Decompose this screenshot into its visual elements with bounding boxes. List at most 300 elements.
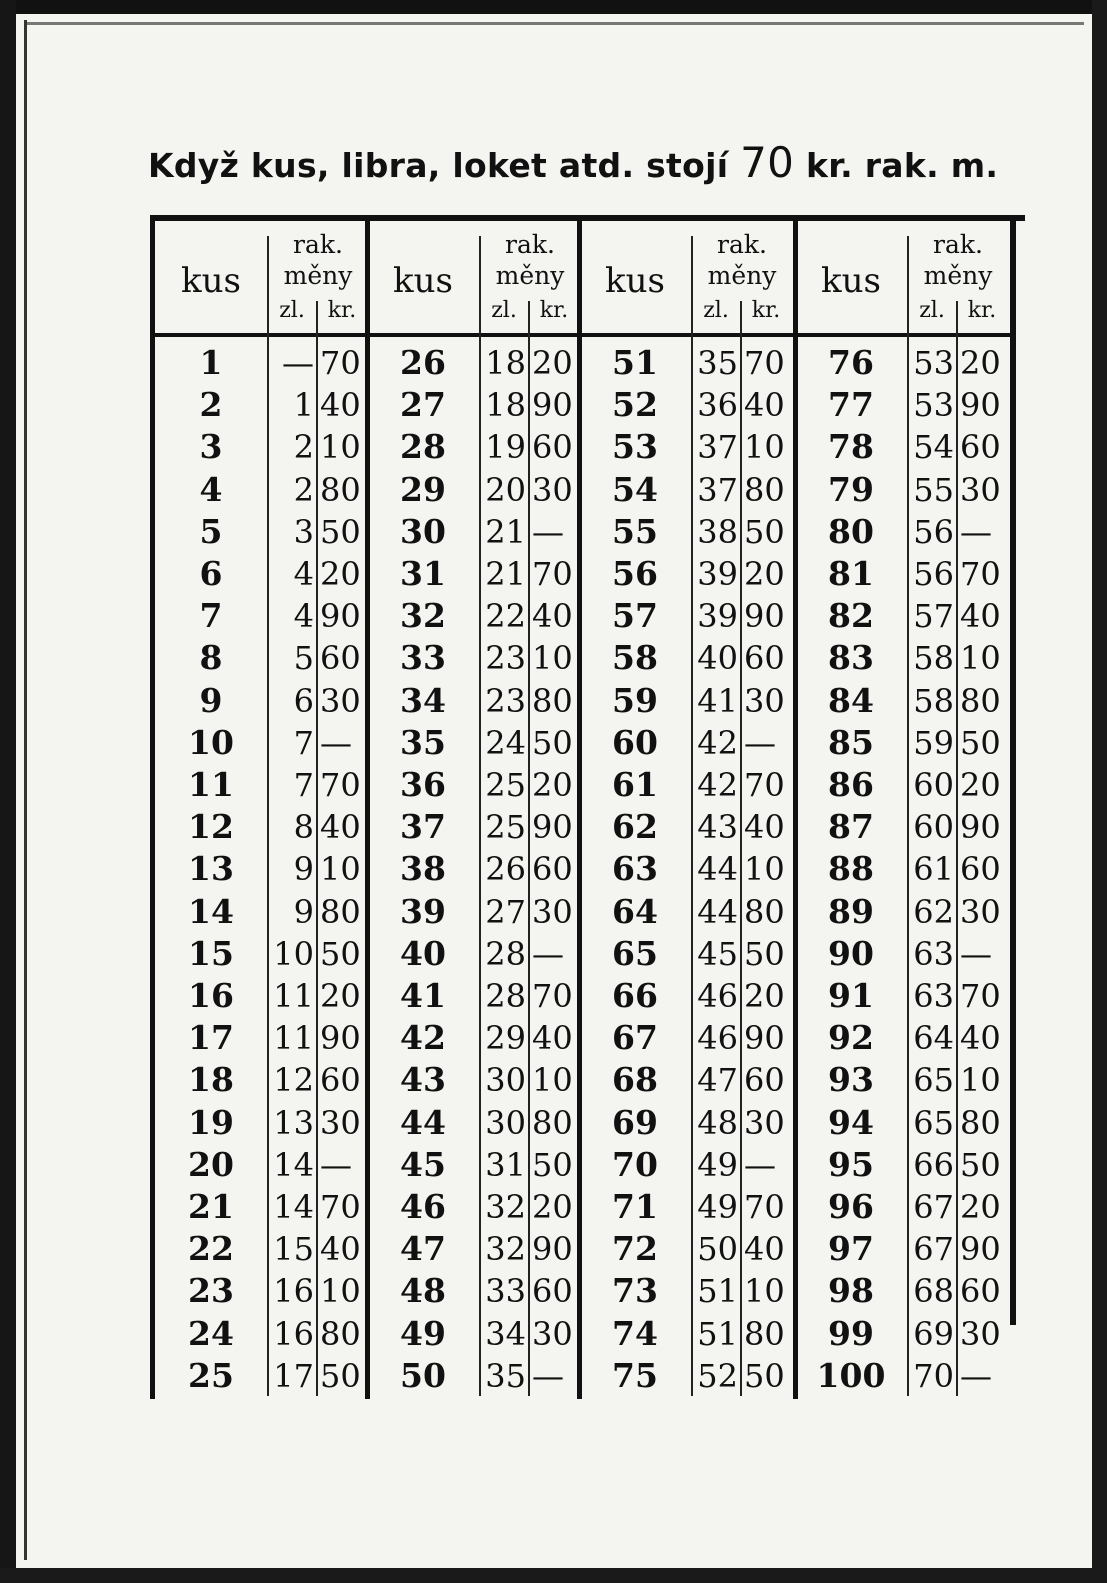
- kreuzer-cell: 30: [744, 681, 785, 720]
- group-separator: [365, 221, 370, 1399]
- quantity-cell: 38: [400, 849, 446, 889]
- quantity-cell: 77: [828, 385, 874, 425]
- kreuzer-cell: 50: [532, 1145, 573, 1184]
- table-row: [367, 1186, 582, 1228]
- header-currency-line2: měny: [495, 261, 565, 290]
- zlaty-cell: 38: [697, 512, 738, 551]
- zlaty-cell: 3: [293, 512, 314, 551]
- table-row: [795, 426, 1010, 468]
- header-currency: [268, 229, 368, 291]
- page-title: [148, 138, 1048, 187]
- quantity-cell: 54: [612, 469, 658, 509]
- zlaty-cell: 2: [293, 470, 314, 509]
- kreuzer-cell: —: [960, 934, 992, 973]
- column-group-4: [795, 221, 1010, 1399]
- zlaty-cell: 58: [913, 639, 954, 678]
- table-row: [155, 426, 370, 468]
- zlaty-cell: 56: [913, 555, 954, 593]
- table-row: [367, 595, 582, 637]
- column-group-2: [367, 221, 582, 1399]
- zlaty-cell: 2: [293, 428, 314, 467]
- kreuzer-cell: 90: [532, 386, 573, 425]
- quantity-cell: 34: [400, 680, 446, 720]
- kreuzer-cell: 80: [744, 892, 785, 931]
- table-row: [155, 384, 370, 426]
- kreuzer-cell: 60: [960, 1272, 1001, 1311]
- kreuzer-cell: —: [320, 723, 352, 762]
- quantity-cell: 28: [400, 427, 446, 467]
- quantity-cell: 32: [400, 596, 446, 636]
- quantity-cell: 11: [188, 765, 234, 804]
- table-row: [367, 1017, 582, 1059]
- kreuzer-cell: —: [960, 512, 992, 551]
- table-row: [367, 1102, 582, 1144]
- table-row: [579, 1144, 794, 1186]
- kreuzer-cell: 40: [960, 1019, 1001, 1058]
- table-row: [367, 553, 582, 595]
- zlaty-cell: 37: [697, 428, 738, 467]
- zlaty-cell: 28: [485, 977, 526, 1015]
- kreuzer-cell: 30: [320, 681, 361, 720]
- column-header: [367, 221, 582, 336]
- zlaty-cell: 35: [697, 344, 738, 382]
- quantity-cell: 65: [612, 933, 658, 973]
- kreuzer-cell: 40: [744, 808, 785, 847]
- kreuzer-cell: 90: [320, 597, 361, 636]
- kreuzer-cell: 10: [960, 1061, 1001, 1100]
- quantity-cell: 92: [828, 1018, 874, 1058]
- table-row: [155, 1017, 370, 1059]
- header-currency-line2: měny: [283, 261, 353, 290]
- table-row: [579, 1313, 794, 1355]
- table-row: [579, 891, 794, 933]
- table-row: [155, 680, 370, 722]
- quantity-cell: 74: [612, 1313, 658, 1353]
- table-row: [155, 637, 370, 679]
- quantity-cell: 18: [188, 1060, 234, 1100]
- table-row: [579, 553, 794, 595]
- zlaty-cell: 7: [293, 723, 314, 762]
- zlaty-cell: 37: [697, 470, 738, 509]
- kreuzer-cell: 20: [320, 977, 361, 1015]
- kreuzer-cell: 40: [532, 597, 573, 636]
- zlaty-cell: 67: [913, 1188, 954, 1226]
- table-row: [367, 764, 582, 806]
- table-row: [579, 764, 794, 806]
- table-row: [795, 469, 1010, 511]
- zlaty-cell: 36: [697, 386, 738, 425]
- kreuzer-cell: 50: [532, 723, 573, 762]
- kreuzer-cell: 90: [744, 1019, 785, 1058]
- quantity-cell: 73: [612, 1271, 658, 1311]
- kreuzer-cell: 40: [320, 1230, 361, 1269]
- quantity-cell: 17: [188, 1018, 234, 1058]
- kreuzer-cell: 50: [320, 512, 361, 551]
- zlaty-cell: 68: [913, 1272, 954, 1311]
- zlaty-cell: 44: [697, 850, 738, 889]
- quantity-cell: 55: [612, 511, 658, 551]
- quantity-cell: 9: [199, 680, 223, 720]
- table-row: [155, 1059, 370, 1101]
- table-row: [579, 1017, 794, 1059]
- kreuzer-cell: 10: [320, 428, 361, 467]
- column-group-1: [155, 221, 370, 1399]
- zlaty-cell: 54: [913, 428, 954, 467]
- quantity-cell: 93: [828, 1060, 874, 1100]
- quantity-cell: 97: [828, 1229, 874, 1269]
- quantity-cell: 1: [199, 343, 223, 382]
- kreuzer-cell: 60: [744, 639, 785, 678]
- quantity-cell: 98: [828, 1271, 874, 1311]
- quantity-cell: 59: [612, 680, 658, 720]
- quantity-cell: 49: [400, 1313, 446, 1353]
- zlaty-cell: 9: [293, 850, 314, 889]
- zlaty-cell: 67: [913, 1230, 954, 1269]
- zlaty-cell: 24: [485, 723, 526, 762]
- header-currency-line1: rak.: [933, 230, 983, 259]
- table-right-rule: [1010, 215, 1016, 1325]
- zlaty-cell: 69: [913, 1314, 954, 1353]
- quantity-cell: 53: [612, 427, 658, 467]
- quantity-cell: 68: [612, 1060, 658, 1100]
- quantity-cell: 29: [400, 469, 446, 509]
- quantity-cell: 24: [188, 1313, 234, 1353]
- kreuzer-cell: 80: [532, 681, 573, 720]
- table-row: [795, 511, 1010, 553]
- quantity-cell: 16: [188, 976, 234, 1015]
- kreuzer-cell: 50: [744, 512, 785, 551]
- table-row: [579, 1102, 794, 1144]
- table-row: [795, 595, 1010, 637]
- zlaty-cell: 23: [485, 639, 526, 678]
- zlaty-cell: 10: [273, 934, 314, 973]
- header-zl: zl.: [491, 298, 517, 323]
- header-kus: kus: [605, 261, 665, 301]
- header-kus: kus: [393, 261, 453, 301]
- kreuzer-cell: 30: [320, 1103, 361, 1142]
- header-rule: [579, 333, 794, 337]
- quantity-cell: 26: [400, 343, 446, 382]
- kreuzer-cell: 60: [320, 1061, 361, 1100]
- table-row: [367, 384, 582, 426]
- kreuzer-cell: 60: [320, 639, 361, 678]
- table-row: [579, 342, 794, 384]
- zlaty-cell: 16: [273, 1314, 314, 1353]
- zlaty-cell: 60: [913, 808, 954, 847]
- quantity-cell: 62: [612, 807, 658, 847]
- price-table: [150, 215, 1025, 1399]
- kreuzer-cell: 60: [960, 428, 1001, 467]
- kreuzer-cell: 70: [532, 555, 573, 593]
- table-row: [155, 469, 370, 511]
- column-group-3: [579, 221, 794, 1399]
- header-kr: kr.: [539, 298, 569, 323]
- scan-edge-left: [0, 0, 16, 1583]
- kreuzer-cell: 50: [960, 1145, 1001, 1184]
- quantity-cell: 67: [612, 1018, 658, 1058]
- table-row: [795, 1228, 1010, 1270]
- zlaty-cell: 45: [697, 934, 738, 973]
- group-separator: [577, 221, 582, 1399]
- quantity-cell: 90: [828, 933, 874, 973]
- table-row: [795, 764, 1010, 806]
- quantity-cell: 40: [400, 933, 446, 973]
- zlaty-cell: 51: [697, 1314, 738, 1353]
- header-currency: [692, 229, 792, 291]
- table-row: [795, 1059, 1010, 1101]
- header-kus: kus: [821, 261, 881, 301]
- quantity-cell: 2: [199, 385, 223, 425]
- kreuzer-cell: 20: [960, 766, 1001, 804]
- quantity-cell: 78: [828, 427, 874, 467]
- table-row: [367, 426, 582, 468]
- table-row: [579, 1059, 794, 1101]
- table-row: [367, 342, 582, 384]
- quantity-cell: 8: [199, 638, 223, 678]
- table-row: [155, 933, 370, 975]
- table-row: [579, 384, 794, 426]
- zlaty-cell: 51: [697, 1272, 738, 1311]
- zlaty-cell: 29: [485, 1019, 526, 1058]
- kreuzer-cell: 40: [744, 1230, 785, 1269]
- kreuzer-cell: 40: [320, 808, 361, 847]
- kreuzer-cell: 80: [532, 1103, 573, 1142]
- table-row: [367, 637, 582, 679]
- kreuzer-cell: 50: [960, 723, 1001, 762]
- table-row: [795, 1313, 1010, 1355]
- zlaty-cell: 46: [697, 977, 738, 1015]
- quantity-cell: 50: [400, 1355, 446, 1395]
- table-row: [367, 933, 582, 975]
- zlaty-cell: 11: [273, 1019, 314, 1058]
- kreuzer-cell: 60: [532, 1272, 573, 1311]
- kreuzer-cell: 60: [744, 1061, 785, 1100]
- kreuzer-cell: —: [532, 512, 564, 551]
- zlaty-cell: 31: [485, 1145, 526, 1184]
- kreuzer-cell: 70: [960, 555, 1001, 593]
- table-row: [579, 1270, 794, 1312]
- quantity-cell: 19: [188, 1102, 234, 1142]
- kreuzer-cell: 70: [744, 344, 785, 382]
- zlaty-cell: 42: [697, 723, 738, 762]
- table-row: [795, 1355, 1010, 1397]
- scan-edge-top-inner: [24, 22, 1084, 25]
- header-currency-line2: měny: [923, 261, 993, 290]
- zlaty-cell: 8: [293, 808, 314, 847]
- table-row: [795, 1102, 1010, 1144]
- quantity-cell: 95: [828, 1144, 874, 1184]
- header-rule: [155, 333, 370, 337]
- zlaty-cell: 39: [697, 555, 738, 593]
- quantity-cell: 45: [400, 1144, 446, 1184]
- quantity-cell: 23: [188, 1271, 234, 1311]
- quantity-cell: 76: [828, 343, 874, 382]
- kreuzer-cell: 10: [744, 428, 785, 467]
- kreuzer-cell: 10: [532, 639, 573, 678]
- kreuzer-cell: 30: [960, 470, 1001, 509]
- kreuzer-cell: 70: [744, 766, 785, 804]
- zlaty-cell: 32: [485, 1188, 526, 1226]
- table-row: [579, 469, 794, 511]
- kreuzer-cell: 30: [532, 1314, 573, 1353]
- table-row: [367, 680, 582, 722]
- kreuzer-cell: —: [960, 1356, 992, 1395]
- table-row: [155, 342, 370, 384]
- table-row: [155, 891, 370, 933]
- table-row: [579, 1228, 794, 1270]
- zlaty-cell: 65: [913, 1061, 954, 1100]
- title-suffix: kr. rak. m.: [805, 146, 999, 185]
- zlaty-cell: 50: [697, 1230, 738, 1269]
- column-header: [155, 221, 370, 336]
- kreuzer-cell: 70: [532, 977, 573, 1015]
- kreuzer-cell: 10: [744, 1272, 785, 1311]
- quantity-cell: 61: [612, 765, 658, 804]
- zlaty-cell: 56: [913, 512, 954, 551]
- kreuzer-cell: 50: [320, 1356, 361, 1395]
- zlaty-cell: 25: [485, 808, 526, 847]
- quantity-cell: 58: [612, 638, 658, 678]
- kreuzer-cell: 70: [320, 344, 361, 382]
- zlaty-cell: 18: [485, 344, 526, 382]
- kreuzer-cell: 50: [744, 934, 785, 973]
- kreuzer-cell: 70: [960, 977, 1001, 1015]
- zlaty-cell: 55: [913, 470, 954, 509]
- scan-edge-bottom: [0, 1568, 1107, 1583]
- quantity-cell: 57: [612, 596, 658, 636]
- quantity-cell: 12: [188, 807, 234, 847]
- table-row: [579, 1186, 794, 1228]
- zlaty-cell: 25: [485, 766, 526, 804]
- table-row: [155, 722, 370, 764]
- quantity-cell: 85: [828, 722, 874, 762]
- quantity-cell: 66: [612, 976, 658, 1015]
- header-kus: kus: [181, 261, 241, 301]
- zlaty-cell: 9: [293, 892, 314, 931]
- table-row: [579, 933, 794, 975]
- kreuzer-cell: 50: [320, 934, 361, 973]
- column-header: [795, 221, 1010, 336]
- table-row: [795, 637, 1010, 679]
- quantity-cell: 69: [612, 1102, 658, 1142]
- table-row: [579, 511, 794, 553]
- zlaty-cell: 58: [913, 681, 954, 720]
- zlaty-cell: 12: [273, 1061, 314, 1100]
- quantity-cell: 31: [400, 554, 446, 593]
- kreuzer-cell: 80: [744, 470, 785, 509]
- zlaty-cell: 53: [913, 386, 954, 425]
- zlaty-cell: 49: [697, 1145, 738, 1184]
- scan-edge-top: [0, 0, 1107, 14]
- quantity-cell: 47: [400, 1229, 446, 1269]
- quantity-cell: 48: [400, 1271, 446, 1311]
- table-row: [155, 1228, 370, 1270]
- table-row: [579, 637, 794, 679]
- zlaty-cell: 16: [273, 1272, 314, 1311]
- table-row: [155, 1144, 370, 1186]
- zlaty-cell: 70: [913, 1356, 954, 1395]
- quantity-cell: 100: [816, 1355, 886, 1395]
- column-header: [579, 221, 794, 336]
- zlaty-cell: 64: [913, 1019, 954, 1058]
- zlaty-cell: 21: [485, 555, 526, 593]
- kreuzer-cell: 70: [744, 1188, 785, 1226]
- table-row: [367, 975, 582, 1017]
- kreuzer-cell: 30: [532, 470, 573, 509]
- zlaty-cell: 20: [485, 470, 526, 509]
- title-price: 70: [740, 138, 795, 187]
- zlaty-cell: 63: [913, 977, 954, 1015]
- quantity-cell: 91: [828, 976, 874, 1015]
- kreuzer-cell: 20: [744, 555, 785, 593]
- table-row: [795, 975, 1010, 1017]
- zlaty-cell: 47: [697, 1061, 738, 1100]
- kreuzer-cell: 70: [320, 1188, 361, 1226]
- quantity-cell: 3: [199, 427, 223, 467]
- quantity-cell: 14: [188, 891, 234, 931]
- table-row: [367, 511, 582, 553]
- table-row: [795, 342, 1010, 384]
- zlaty-cell: 44: [697, 892, 738, 931]
- header-zl: zl.: [703, 298, 729, 323]
- quantity-cell: 15: [188, 933, 234, 973]
- table-row: [795, 806, 1010, 848]
- zlaty-cell: 39: [697, 597, 738, 636]
- kreuzer-cell: 20: [744, 977, 785, 1015]
- zlaty-cell: 32: [485, 1230, 526, 1269]
- table-row: [367, 1355, 582, 1397]
- table-row: [155, 511, 370, 553]
- header-rule: [367, 333, 582, 337]
- quantity-cell: 37: [400, 807, 446, 847]
- kreuzer-cell: 30: [744, 1103, 785, 1142]
- kreuzer-cell: 40: [960, 597, 1001, 636]
- quantity-cell: 10: [188, 722, 234, 762]
- table-row: [795, 384, 1010, 426]
- kreuzer-cell: 20: [532, 344, 573, 382]
- table-row: [579, 595, 794, 637]
- table-row: [795, 933, 1010, 975]
- zlaty-cell: —: [282, 344, 314, 382]
- quantity-cell: 56: [612, 554, 658, 593]
- kreuzer-cell: 80: [960, 681, 1001, 720]
- table-row: [579, 848, 794, 890]
- zlaty-cell: 42: [697, 766, 738, 804]
- zlaty-cell: 11: [273, 977, 314, 1015]
- quantity-cell: 87: [828, 807, 874, 847]
- scan-edge-left-inner: [24, 20, 27, 1560]
- table-row: [155, 848, 370, 890]
- quantity-cell: 20: [188, 1144, 234, 1184]
- quantity-cell: 4: [199, 469, 223, 509]
- quantity-cell: 79: [828, 469, 874, 509]
- table-row: [579, 722, 794, 764]
- zlaty-cell: 4: [293, 597, 314, 636]
- kreuzer-cell: 80: [960, 1103, 1001, 1142]
- kreuzer-cell: 90: [744, 597, 785, 636]
- zlaty-cell: 27: [485, 892, 526, 931]
- kreuzer-cell: 30: [960, 1314, 1001, 1353]
- quantity-cell: 39: [400, 891, 446, 931]
- kreuzer-cell: 10: [960, 639, 1001, 678]
- header-rule: [795, 333, 1010, 337]
- zlaty-cell: 17: [273, 1356, 314, 1395]
- table-row: [579, 1355, 794, 1397]
- table-row: [579, 680, 794, 722]
- zlaty-cell: 7: [293, 766, 314, 804]
- header-currency: [480, 229, 580, 291]
- kreuzer-cell: 90: [960, 1230, 1001, 1269]
